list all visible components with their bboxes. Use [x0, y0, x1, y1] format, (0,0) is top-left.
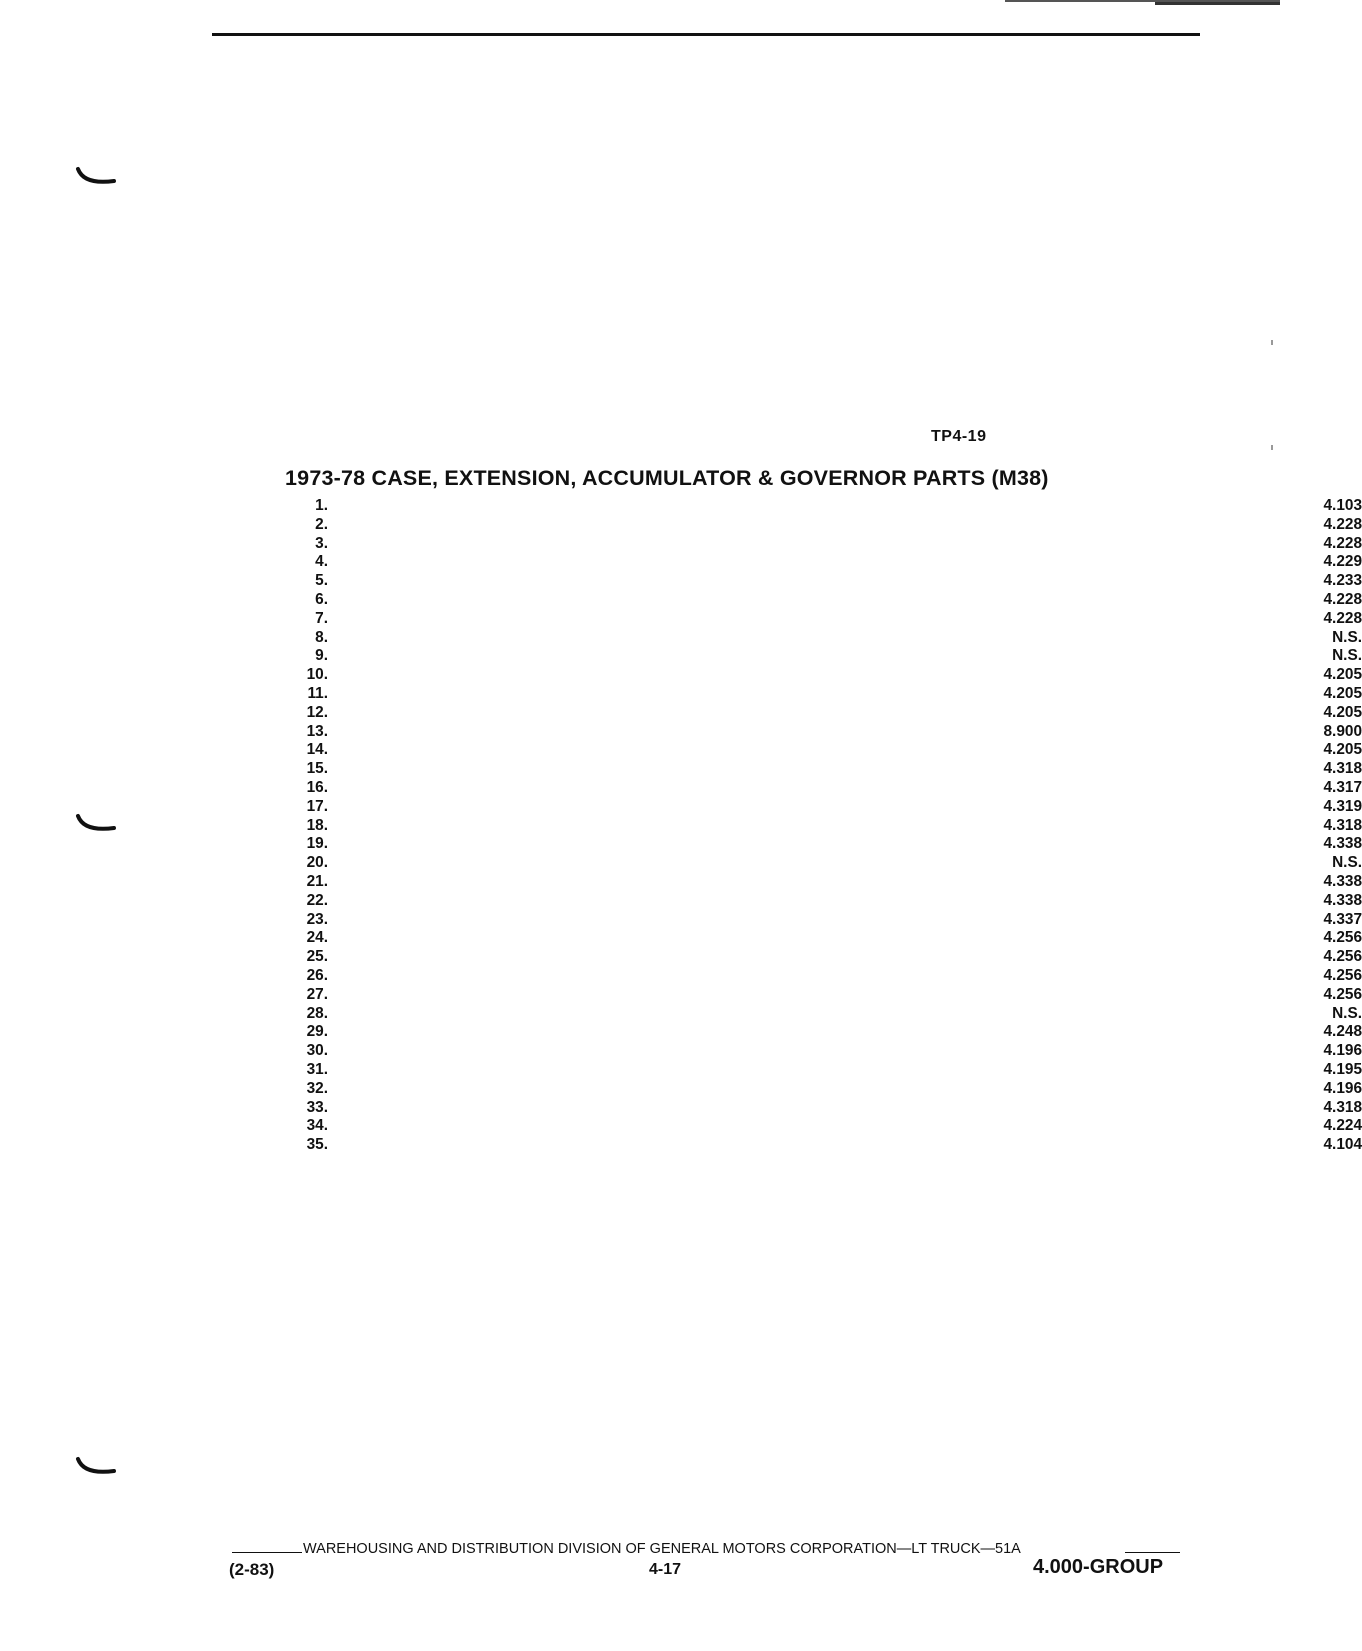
part-row	[280, 497, 1362, 516]
part-row	[280, 1098, 1362, 1118]
group-code: 4.318	[1226, 1099, 1362, 1118]
part-row	[280, 760, 1362, 779]
group-code: 4.256	[1226, 986, 1362, 1005]
binder-hole-mark	[74, 165, 122, 195]
group-code: 4.196	[1226, 1042, 1362, 1061]
group-code: 4.338	[1226, 892, 1362, 911]
part-row	[280, 948, 1362, 967]
group-code: 4.205	[1226, 666, 1362, 685]
part-number: 7.	[315, 609, 328, 627]
part-number: 8.	[315, 628, 328, 646]
group-code: 4.337	[1226, 911, 1362, 930]
part-number: 1.	[315, 497, 328, 514]
part-number: 9.	[315, 647, 328, 665]
group-code: 4.205	[1226, 685, 1362, 704]
scan-edge-mark	[1005, 0, 1280, 6]
part-row	[280, 1023, 1362, 1042]
part-number: 15.	[306, 760, 328, 778]
part-number: 29.	[306, 1023, 328, 1041]
group-code: 4.318	[1226, 760, 1362, 779]
part-row	[280, 1042, 1362, 1061]
part-number: 25.	[306, 948, 328, 966]
part-row	[280, 835, 1362, 854]
part-row	[280, 910, 1362, 930]
page-number: 4-17	[649, 1561, 682, 1578]
parts-list	[280, 497, 1362, 1155]
part-row	[280, 722, 1362, 742]
group-code: N.S.	[1226, 647, 1362, 666]
group-code: 4.256	[1226, 948, 1362, 967]
part-row	[280, 703, 1362, 723]
part-row	[280, 553, 1362, 572]
part-number: 5.	[315, 572, 328, 590]
part-row	[280, 741, 1362, 760]
part-row	[280, 1079, 1362, 1099]
part-number: 18.	[306, 816, 328, 834]
part-row	[280, 628, 1362, 648]
part-row	[280, 515, 1362, 535]
part-row	[280, 684, 1362, 704]
part-row	[280, 1060, 1362, 1080]
group-code: 4.248	[1226, 1023, 1362, 1042]
part-number: 35.	[306, 1136, 328, 1154]
footer-publisher-line: WAREHOUSING AND DISTRIBUTION DIVISION OF GENERAL MOTORS CORPORATION—LT TRUCK—51A	[303, 1541, 1021, 1557]
part-row	[280, 929, 1362, 948]
part-row	[280, 872, 1362, 892]
group-code: 4.229	[1226, 553, 1362, 572]
part-number: 27.	[306, 985, 328, 1003]
part-number: 13.	[306, 722, 328, 740]
top-rule	[212, 33, 1200, 36]
group-code: 4.233	[1226, 572, 1362, 591]
part-row	[280, 647, 1362, 666]
part-number: 12.	[306, 703, 328, 721]
group-code: 4.195	[1226, 1061, 1362, 1080]
part-number: 14.	[306, 741, 328, 759]
group-code: 4.228	[1226, 610, 1362, 629]
part-row	[280, 590, 1362, 610]
scan-speck	[1271, 340, 1273, 345]
group-code: N.S.	[1226, 1005, 1362, 1024]
group-code: 4.256	[1226, 929, 1362, 948]
part-row	[280, 1117, 1362, 1136]
part-number: 6.	[315, 590, 328, 608]
group-code: N.S.	[1226, 629, 1362, 648]
part-number: 10.	[306, 666, 328, 684]
part-row	[280, 534, 1362, 554]
part-row	[280, 797, 1362, 817]
group-code: 4.224	[1226, 1117, 1362, 1136]
group-code: 4.228	[1226, 516, 1362, 535]
reference-code: TP4-19	[931, 428, 987, 445]
group-code: 4.338	[1226, 835, 1362, 854]
part-number: 33.	[306, 1098, 328, 1116]
binder-hole-mark	[74, 1455, 122, 1485]
group-code: 4.205	[1226, 704, 1362, 723]
part-number: 11.	[307, 684, 328, 702]
part-number: 28.	[306, 1004, 328, 1022]
part-row	[280, 1004, 1362, 1024]
part-number: 20.	[306, 854, 328, 872]
part-row	[280, 609, 1362, 629]
group-code: 4.256	[1226, 967, 1362, 986]
group-code: 4.103	[1226, 497, 1362, 516]
part-number: 22.	[306, 891, 328, 909]
part-number: 19.	[306, 835, 328, 853]
group-code: 4.317	[1226, 779, 1362, 798]
part-row	[280, 778, 1362, 798]
part-row	[280, 1136, 1362, 1155]
revision-date: (2-83)	[229, 1560, 275, 1579]
part-row	[280, 985, 1362, 1005]
group-code: 4.228	[1226, 591, 1362, 610]
binder-hole-mark	[74, 812, 122, 842]
group-code: N.S.	[1226, 854, 1362, 873]
group-code: 4.205	[1226, 741, 1362, 760]
part-number: 34.	[306, 1117, 328, 1135]
group-number: 4.000-GROUP	[1033, 1556, 1164, 1578]
footer-rule-right	[1125, 1552, 1180, 1553]
page-title: 1973-78 CASE, EXTENSION, ACCUMULATOR & GOVERNOR PARTS (M38)	[285, 466, 1049, 490]
group-code: 4.338	[1226, 873, 1362, 892]
part-row	[280, 966, 1362, 986]
part-number: 23.	[306, 910, 328, 928]
part-row	[280, 816, 1362, 836]
part-number: 17.	[306, 797, 328, 815]
footer-rule-left	[232, 1552, 302, 1553]
part-number: 26.	[306, 966, 328, 984]
part-number: 32.	[306, 1079, 328, 1097]
part-number: 24.	[306, 929, 328, 947]
part-number: 31.	[306, 1060, 328, 1078]
part-row	[280, 572, 1362, 591]
group-code: 4.318	[1226, 817, 1362, 836]
group-code: 4.319	[1226, 798, 1362, 817]
group-code: 4.228	[1226, 535, 1362, 554]
part-number: 2.	[315, 515, 328, 533]
part-number: 16.	[306, 778, 328, 796]
part-row	[280, 854, 1362, 873]
part-number: 4.	[315, 553, 328, 571]
group-code: 4.104	[1226, 1136, 1362, 1155]
part-row	[280, 666, 1362, 685]
part-number: 21.	[306, 872, 328, 890]
group-code: 4.196	[1226, 1080, 1362, 1099]
part-row	[280, 891, 1362, 911]
part-number: 30.	[306, 1042, 328, 1060]
group-code: 8.900	[1226, 723, 1362, 742]
part-number: 3.	[315, 534, 328, 552]
scan-speck	[1271, 445, 1273, 450]
